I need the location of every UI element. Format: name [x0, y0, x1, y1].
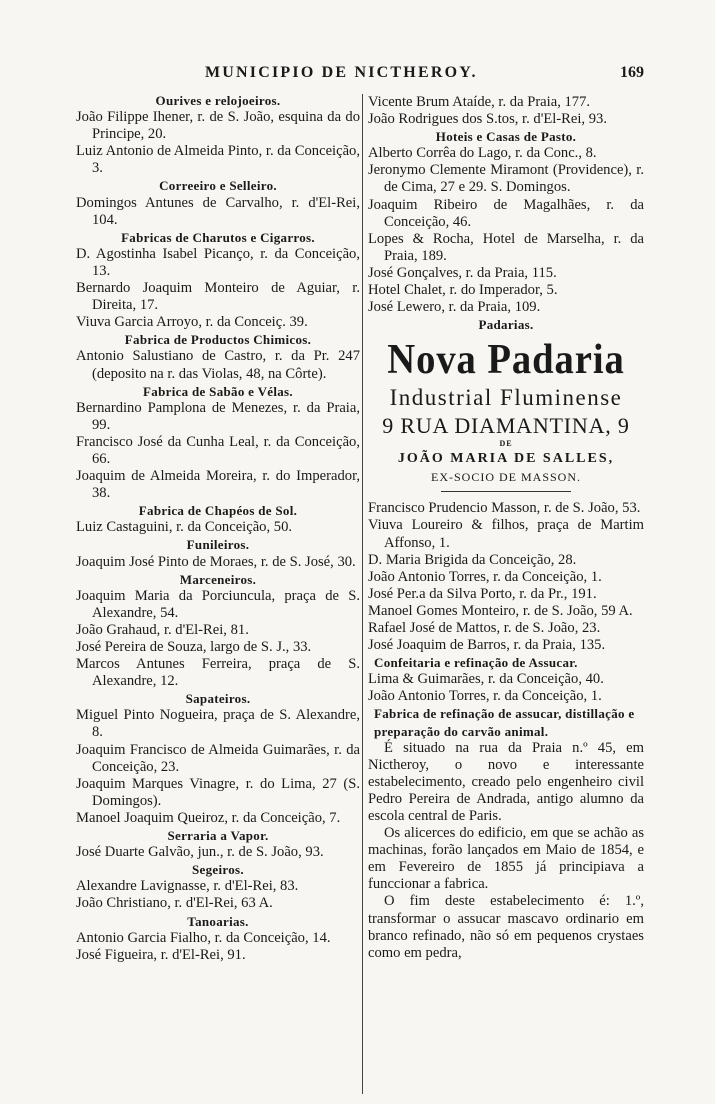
- section-heading: Fabrica de Chapéos de Sol.: [138, 503, 298, 519]
- right-column-top: [368, 94, 644, 333]
- directory-entry: João Antonio Torres, r. da Conceição, 1.: [368, 568, 602, 585]
- directory-entry: Francisco José da Cunha Leal, r. da Conceição, 66.: [76, 433, 360, 467]
- directory-entry: Manoel Joaquim Queiroz, r. da Conceição, 7.: [76, 809, 341, 826]
- section-heading: Funileiros.: [186, 537, 250, 553]
- directory-entry: José Duarte Galvão, jun., r. de S. João, 93.: [76, 844, 324, 861]
- body-paragraph: Os alicerces do edificio, em que se achão as machinas, forão lançados em Maio de 1854, e em Fevereiro de 1855 já principiava a funccionar a fabrica.: [368, 825, 644, 893]
- right-column: [368, 94, 644, 962]
- directory-entry: Viuva Garcia Arroyo, r. da Conceiç. 39.: [76, 314, 308, 331]
- directory-entry: Francisco Prudencio Masson, r. de S. João, 53.: [368, 500, 641, 517]
- advertisement-note: EX-SOCIO DE MASSON.: [430, 470, 581, 485]
- page-header: [0, 58, 715, 88]
- body-paragraph: É situado na rua da Praia n.º 45, em Nictheroy, o novo e interessante estabelecimento, creado pelo engenheiro civil Pedro Pereira de Andrada, antigo alumno da escola central de Paris.: [368, 739, 644, 824]
- directory-entry: Joaquim Marques Vinagre, r. do Lima, 27 (S. Domingos).: [76, 775, 360, 809]
- directory-entry: Hotel Chalet, r. do Imperador, 5.: [368, 282, 558, 299]
- directory-entry: João Grahaud, r. d'El-Rei, 81.: [76, 621, 249, 638]
- section-heading: Correeiro e Selleiro.: [159, 178, 277, 194]
- directory-entry: Rafael José de Mattos, r. de S. João, 23.: [368, 619, 601, 636]
- section-heading: Sapateiros.: [185, 691, 251, 707]
- right-column-bottom: [368, 500, 644, 962]
- body-paragraph: O fim deste estabelecimento é: 1.º, transformar o assucar mascavo ordinario em branco refinado, não só em pequenos crystaes como em pedra,: [368, 893, 644, 961]
- section-heading: Segeiros.: [192, 862, 244, 878]
- advertisement-subtitle: Industrial Fluminense: [389, 385, 623, 411]
- directory-entry: José Pereira de Souza, largo de S. J., 33.: [76, 639, 312, 655]
- directory-entry: Joaquim Francisco de Almeida Guimarães, r. da Conceição, 23.: [76, 741, 360, 775]
- directory-entry: José Figueira, r. d'El-Rei, 91.: [76, 946, 246, 963]
- directory-entry: Bernardino Pamplona de Menezes, r. da Praia, 99.: [76, 399, 360, 433]
- directory-entry: Domingos Antunes de Carvalho, r. d'El-Rei, 104.: [76, 194, 360, 228]
- directory-entry: Viuva Loureiro & filhos, praça de Martim Affonso, 1.: [368, 517, 644, 551]
- directory-entry: Joaquim Maria da Porciuncula, praça de S. Alexandre, 54.: [76, 587, 360, 621]
- directory-entry: Jeronymo Clemente Miramont (Providence), r. de Cima, 27 e 29. S. Domingos.: [368, 162, 644, 196]
- left-column: [76, 92, 360, 964]
- section-heading: Ourives e relojoeiros.: [155, 93, 281, 108]
- section-heading: Hoteis e Casas de Pasto.: [435, 129, 577, 145]
- directory-entry: João Christiano, r. d'El-Rei, 63 A.: [76, 895, 273, 912]
- section-heading: Confeitaria e refinação de Assucar.: [374, 655, 578, 671]
- directory-entry: Lopes & Rocha, Hotel de Marselha, r. da Praia, 189.: [368, 230, 644, 264]
- advertisement-title: Nova Padaria: [387, 337, 625, 384]
- section-heading: Fabrica de Productos Chimicos.: [124, 332, 312, 348]
- directory-entry: Antonio Garcia Fialho, r. da Conceição, 14.: [76, 929, 331, 946]
- advertisement-address: 9 RUA DIAMANTINA, 9: [382, 413, 630, 439]
- section-heading: Fabrica de Sabão e Vélas.: [143, 383, 293, 399]
- directory-entry: Joaquim de Almeida Moreira, r. do Imperador, 38.: [76, 468, 360, 502]
- directory-entry: Alexandre Lavignasse, r. d'El-Rei, 83.: [76, 878, 299, 895]
- section-heading: Tanoarias.: [187, 913, 249, 929]
- advertisement-de: DE: [499, 439, 513, 449]
- directory-entry: José Per.a da Silva Porto, r. da Pr., 191.: [368, 585, 597, 602]
- directory-entry: Miguel Pinto Nogueira, praça de S. Alexandre, 8.: [76, 707, 360, 741]
- directory-entry: José Joaquim de Barros, r. da Praia, 135.: [368, 637, 606, 654]
- directory-entry: Lima & Guimarães, r. da Conceição, 40.: [368, 671, 604, 688]
- directory-entry: José Lewero, r. da Praia, 109.: [368, 299, 541, 316]
- directory-entry: Joaquim José Pinto de Moraes, r. de S. José, 30.: [76, 553, 356, 570]
- section-heading: Padarias.: [478, 317, 534, 333]
- directory-entry: Manoel Gomes Monteiro, r. de S. João, 59 A.: [368, 602, 633, 619]
- directory-entry: João Filippe Ihener, r. de S. João, esquina da do Principe, 20.: [76, 109, 360, 143]
- page-number: 169: [620, 64, 644, 81]
- directory-entry: Alberto Corrêa do Lago, r. da Conc., 8.: [368, 145, 597, 162]
- nova-padaria-advertisement: [368, 337, 644, 492]
- section-heading: Marceneiros.: [179, 571, 257, 587]
- section-heading: Fabricas de Charutos e Cigarros.: [121, 229, 315, 245]
- section-heading: Fabrica de refinação de assucar, distillação e preparação do carvão animal.: [374, 706, 635, 739]
- directory-entry: João Antonio Torres, r. da Conceição, 1.: [368, 688, 602, 705]
- directory-entry: D. Maria Brigida da Conceição, 28.: [368, 551, 577, 568]
- directory-entry: João Rodrigues dos S.tos, r. d'El-Rei, 93.: [368, 111, 607, 128]
- advertisement-rule: [441, 491, 571, 492]
- directory-entry: Luiz Castaguini, r. da Conceição, 50.: [76, 519, 293, 536]
- directory-entry: Luiz Antonio de Almeida Pinto, r. da Conceição, 3.: [76, 143, 360, 177]
- directory-entry: Marcos Antunes Ferreira, praça de S. Alexandre, 12.: [76, 656, 360, 690]
- directory-entry: D. Agostinha Isabel Picanço, r. da Conceição, 13.: [76, 245, 360, 279]
- section-heading: Serraria a Vapor.: [167, 828, 269, 844]
- directory-entry: Joaquim Ribeiro de Magalhães, r. da Conceição, 46.: [368, 196, 644, 230]
- running-title: MUNICIPIO DE NICTHEROY.: [205, 64, 478, 81]
- directory-entry: José Gonçalves, r. da Praia, 115.: [368, 264, 557, 281]
- advertisement-owner: JOÃO MARIA DE SALLES,: [397, 451, 615, 467]
- directory-entry: Bernardo Joaquim Monteiro de Aguiar, r. Direita, 17.: [76, 280, 360, 314]
- directory-entry: Antonio Salustiano de Castro, r. da Pr. 247 (deposito na r. das Violas, 48, na Côrte).: [76, 348, 360, 382]
- column-divider: [362, 94, 363, 1094]
- directory-entry: Vicente Brum Ataíde, r. da Praia, 177.: [368, 94, 591, 110]
